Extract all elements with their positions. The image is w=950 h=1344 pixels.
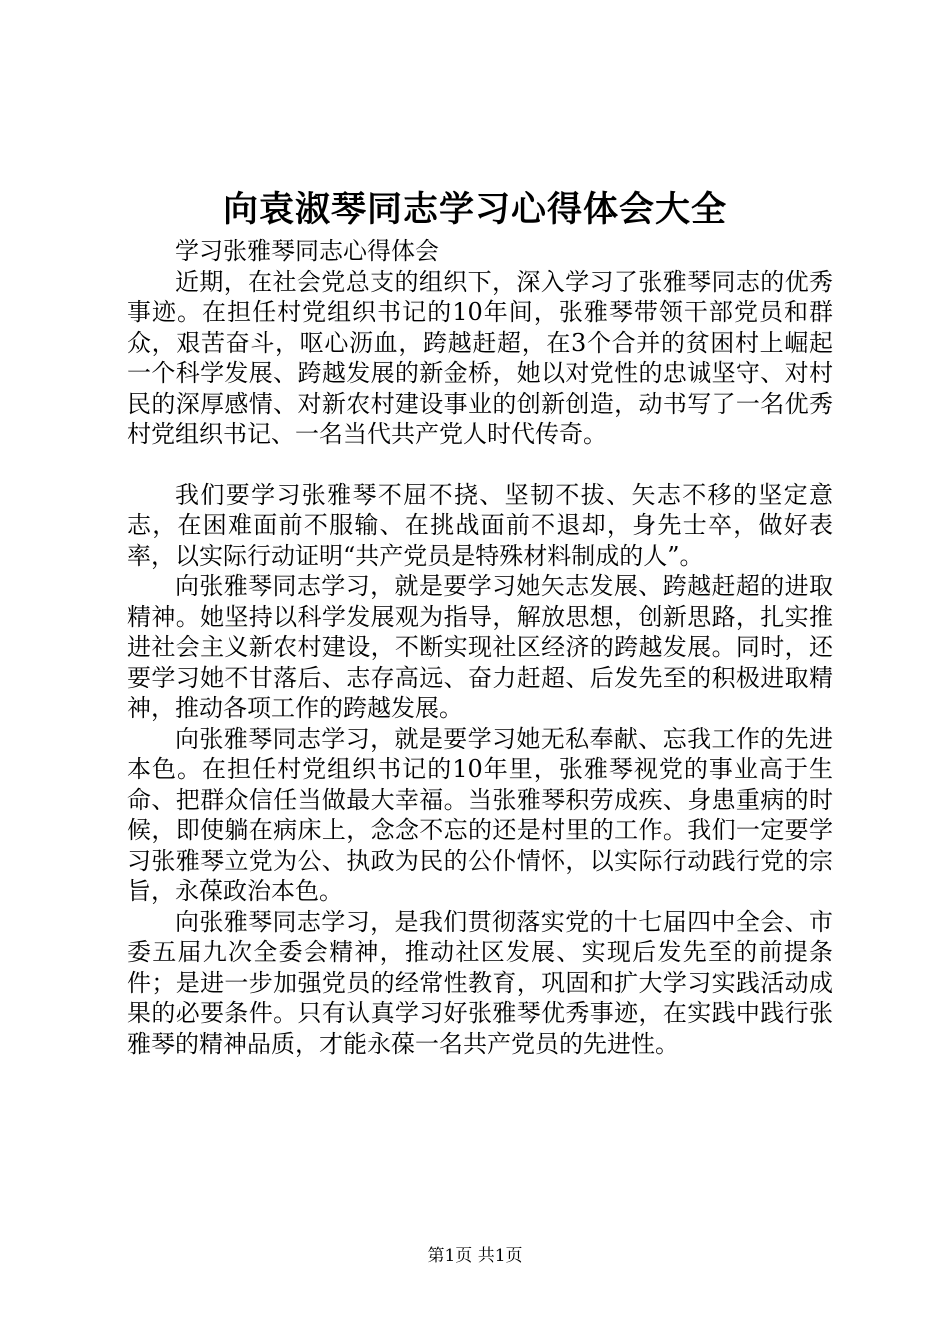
- body-paragraph: 向张雅琴同志学习，就是要学习她矢志发展、跨越赶超的进取精神。她坚持以科学发展观为指导，解放思想，创新思路，扎实推进社会主义新农村建设，不断实现社区经济的跨越发展。同时，还要学习她不甘落后、志存高远、奋力赶超、后发先至的积极进取精神，推动各项工作的跨越发展。: [127, 572, 833, 722]
- body-paragraph: 近期，在社会党总支的组织下，深入学习了张雅琴同志的优秀事迹。在担任村党组织书记的10年间，张雅琴带领干部党员和群众，艰苦奋斗，呕心沥血，跨越赶超，在3个合并的贫困村上崛起一个科学发展、跨越发展的新金桥，她以对党性的忠诚坚守、对村民的深厚感情、对新农村建设事业的创新创造，动书写了一名优秀村党组织书记、一名当代共产党人时代传奇。: [127, 267, 833, 448]
- page-footer: 第1页 共1页: [427, 1246, 523, 1266]
- body-paragraph: 向张雅琴同志学习，是我们贯彻落实党的十七届四中全会、市委五届九次全委会精神，推动社区发展、实现后发先至的前提条件；是进一步加强党员的经常性教育，巩固和扩大学习实践活动成果的必要条件。只有认真学习好张雅琴优秀事迹，在实践中践行张雅琴的精神品质，才能永葆一名共产党员的先进性。: [127, 907, 833, 1058]
- subtitle-paragraph: 学习张雅琴同志心得体会: [175, 237, 439, 265]
- body-paragraph: 我们要学习张雅琴不屈不挠、坚韧不拔、矢志不移的坚定意志，在困难面前不服输、在挑战面前不退却，身先士卒，做好表率，以实际行动证明“共产党员是特殊材料制成的人”。: [127, 480, 833, 570]
- document-title: 向袁淑琴同志学习心得体会大全: [222, 189, 727, 230]
- document-body: [127, 236, 833, 1059]
- body-paragraph: 向张雅琴同志学习，就是要学习她无私奉献、忘我工作的先进本色。在担任村党组织书记的10年里，张雅琴视党的事业高于生命、把群众信任当做最大幸福。当张雅琴积劳成疾、身患重病的时候，即使躺在病床上，念念不忘的还是村里的工作。我们一定要学习张雅琴立党为公、执政为民的公仆情怀，以实际行动践行党的宗旨，永葆政治本色。: [127, 724, 833, 905]
